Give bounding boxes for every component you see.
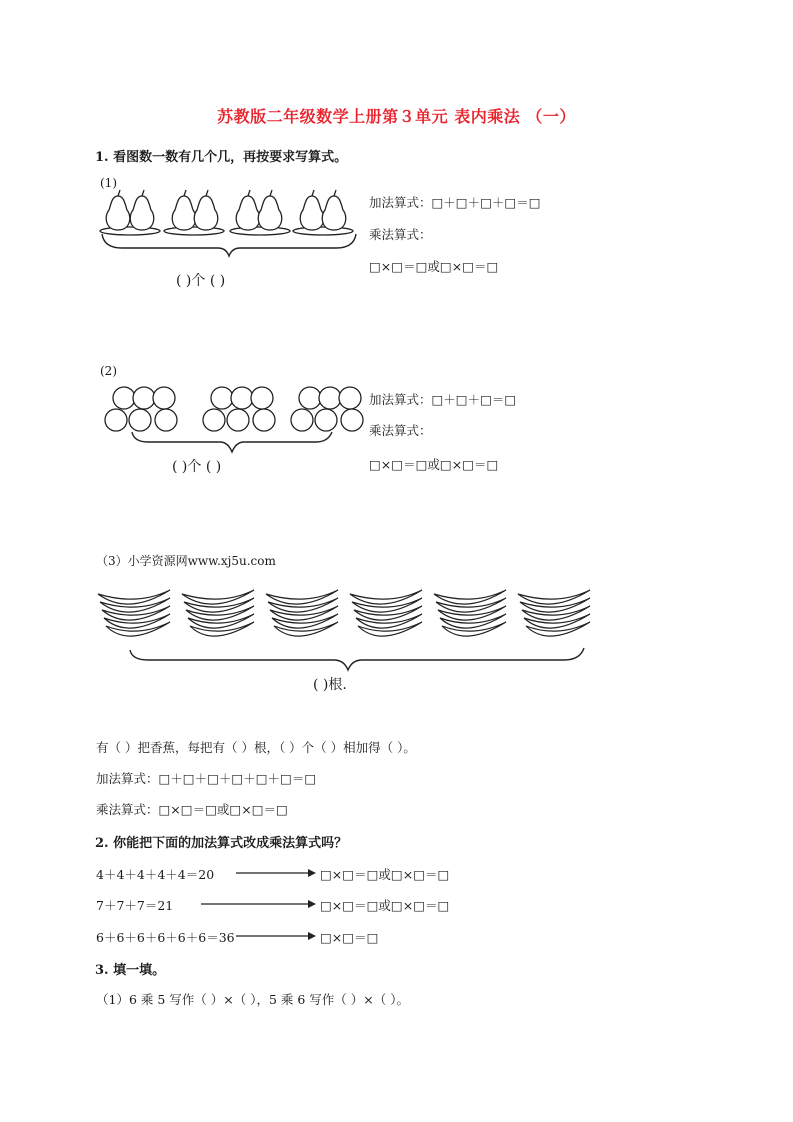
- pear-stem: [334, 190, 336, 196]
- part-3-add-formula: 加法算式：□＋□＋□＋□＋□＋□＝□: [96, 771, 317, 786]
- arrow-right-icon: [236, 868, 316, 878]
- question-3-prompt: 3. 填一填。: [95, 963, 166, 978]
- pear-stem: [206, 190, 208, 196]
- page-title: 苏教版二年级数学上册第３单元 表内乘法 （一）: [217, 107, 576, 126]
- apple-icon: [105, 409, 127, 431]
- pear-stem: [270, 190, 272, 196]
- part-2-add-formula: 加法算式：□＋□＋□＝□: [369, 392, 517, 407]
- question-1-prompt: 1. 看图数一数有几个几，再按要求写算式。: [95, 150, 348, 165]
- part-1-mul-formula: □×□＝□或□×□＝□: [369, 259, 499, 274]
- apple-icon: [129, 409, 151, 431]
- part-3-label: （3）小学资源网www.xj5u.com: [96, 554, 276, 568]
- part-3-mul-formula: 乘法算式：□×□＝□或□×□＝□: [96, 802, 288, 817]
- part-2-caption: ( )个 ( ): [172, 459, 222, 475]
- pear-icon: [236, 196, 260, 230]
- q2-row-3-answer: □×□＝□: [320, 930, 379, 945]
- part-3-sentence: 有（ ）把香蕉，每把有（ ）根，（ ）个（ ）相加得（ ）。: [96, 740, 416, 755]
- pear-stem: [142, 190, 144, 196]
- apple-icon: [211, 387, 233, 409]
- q2-row-2-answer: □×□＝□或□×□＝□: [320, 898, 450, 913]
- part-1-add-formula: 加法算式：□＋□＋□＋□＝□: [369, 195, 541, 210]
- apple-icon: [251, 387, 273, 409]
- apple-icon: [253, 409, 275, 431]
- banana-bunches-picture: [94, 580, 604, 680]
- apple-groups-picture: [96, 380, 361, 460]
- q2-row-1-sum: 4＋4＋4＋4＋4＝20: [96, 867, 215, 882]
- arrow-right-icon: [236, 931, 316, 941]
- apple-icon: [299, 387, 321, 409]
- pear-groups-picture: [98, 188, 358, 258]
- pear-icon: [106, 196, 130, 230]
- q2-row-1-answer: □×□＝□或□×□＝□: [320, 867, 450, 882]
- apple-icon: [153, 387, 175, 409]
- q3-item-1: （1）6 乘 5 写作（ ）×（ ），5 乘 6 写作（ ）×（ ）。: [96, 992, 409, 1007]
- apple-icon: [133, 387, 155, 409]
- part-1-label: (1): [100, 176, 117, 190]
- apple-icon: [315, 409, 337, 431]
- apple-icon: [291, 409, 313, 431]
- pear-stem: [312, 190, 314, 196]
- part-2-mul-formula: □×□＝□或□×□＝□: [369, 457, 499, 472]
- apple-icon: [227, 409, 249, 431]
- pear-icon: [172, 196, 196, 230]
- apple-icon: [339, 387, 361, 409]
- apple-icon: [155, 409, 177, 431]
- pear-icon: [300, 196, 324, 230]
- pear-stem: [184, 190, 186, 196]
- pear-icon: [194, 196, 218, 230]
- q2-row-3-sum: 6＋6＋6＋6＋6＋6＝36: [96, 930, 235, 945]
- pear-icon: [322, 196, 346, 230]
- apple-icon: [341, 409, 363, 431]
- apple-icon: [113, 387, 135, 409]
- part-3-caption: ( )根.: [313, 677, 347, 693]
- question-2-prompt: 2. 你能把下面的加法算式改成乘法算式吗？: [95, 836, 348, 851]
- arrow-right-icon: [201, 899, 316, 909]
- pear-icon: [130, 196, 154, 230]
- q2-row-2-sum: 7＋7＋7＝21: [96, 898, 174, 913]
- apple-icon: [231, 387, 253, 409]
- part-2-mul-label: 乘法算式：: [369, 423, 432, 438]
- apple-icon: [319, 387, 341, 409]
- pear-stem: [248, 190, 250, 196]
- pear-icon: [258, 196, 282, 230]
- part-1-caption: ( )个 ( ): [176, 273, 226, 289]
- pear-stem: [118, 190, 120, 196]
- part-1-mul-label: 乘法算式：: [369, 227, 432, 242]
- part-2-label: (2): [100, 364, 117, 378]
- apple-icon: [203, 409, 225, 431]
